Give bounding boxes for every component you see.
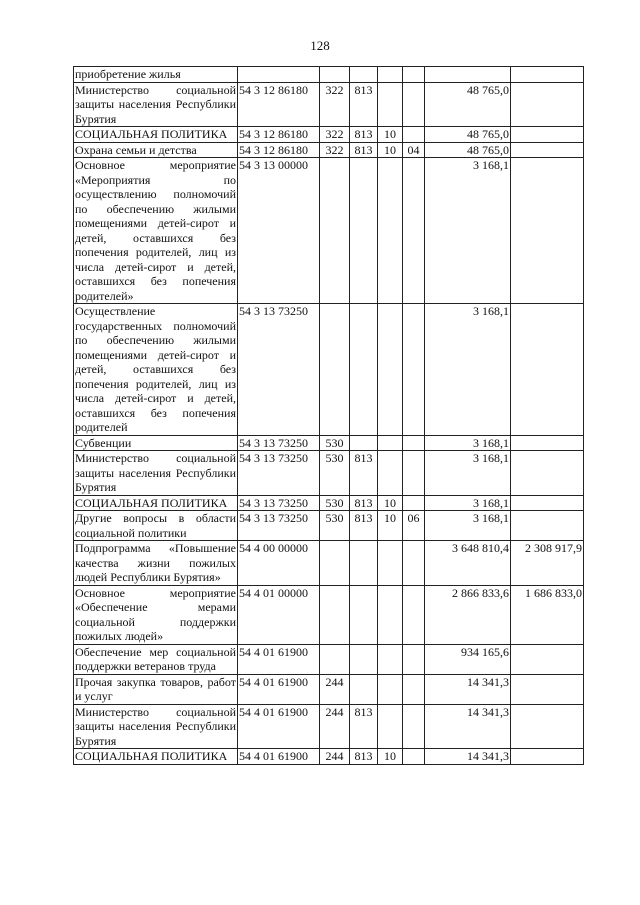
row-grbs: 813: [350, 749, 378, 765]
row-code: 54 3 13 73250: [238, 511, 320, 541]
row-sum2: [511, 158, 584, 304]
row-vr: 244: [320, 674, 350, 704]
row-grbs: 813: [350, 511, 378, 541]
row-code: 54 3 12 86180: [238, 82, 320, 127]
row-grbs: 813: [350, 451, 378, 496]
row-name: Подпрограмма «Повышение качества жизни пожилых людей Республики Бурятия»: [75, 541, 236, 584]
row-pr: 06: [403, 511, 425, 541]
row-sum2: [511, 674, 584, 704]
row-name: Основное мероприятие «Обеспечение мерами социальной поддержки пожилых людей»: [75, 585, 236, 643]
row-code: 54 3 13 73250: [238, 451, 320, 496]
row-sum1: 3 168,1: [425, 511, 511, 541]
row-name: Министерство социальной защиты населения Республики Бурятия: [75, 704, 236, 748]
table-row: [74, 704, 584, 749]
row-name: Министерство социальной защиты населения Республики Бурятия: [75, 82, 236, 126]
row-sum1: 2 866 833,6: [425, 585, 511, 644]
row-sum2: [511, 704, 584, 749]
row-sum1: 3 168,1: [425, 495, 511, 511]
row-pr: [403, 749, 425, 765]
table-row: [74, 585, 584, 644]
table-row: [74, 435, 584, 451]
row-rz: [378, 644, 403, 674]
row-code: 54 4 01 00000: [238, 585, 320, 644]
row-sum1: 934 165,6: [425, 644, 511, 674]
row-rz: 10: [378, 511, 403, 541]
row-code: 54 4 01 61900: [238, 704, 320, 749]
row-grbs: [350, 585, 378, 644]
row-pr: [403, 304, 425, 436]
row-name: СОЦИАЛЬНАЯ ПОЛИТИКА: [74, 127, 238, 143]
row-name: Осуществление государственных полномочий по обеспечению жилыми помещениями детей-сирот и детей, оставшихся без попечения родителей, лиц из числа детей-сирот и детей, оставшихся без попечения родителей: [75, 304, 236, 434]
row-grbs: 813: [350, 142, 378, 158]
row-name: Обеспечение мер социальной поддержки ветеранов труда: [75, 644, 236, 673]
row-pr: [403, 127, 425, 143]
row-code: 54 3 12 86180: [238, 142, 320, 158]
row-sum1: 48 765,0: [425, 142, 511, 158]
row-name: Субвенции: [74, 435, 238, 451]
row-rz: [378, 674, 403, 704]
row-pr: [403, 451, 425, 496]
row-sum1: [425, 67, 511, 83]
row-sum1: 3 168,1: [425, 451, 511, 496]
row-vr: [320, 541, 350, 586]
table-row: [74, 644, 584, 674]
table-row: [74, 127, 584, 143]
row-rz: 10: [378, 495, 403, 511]
row-name: Министерство социальной защиты населения Республики Бурятия: [75, 451, 236, 494]
row-vr: 322: [320, 82, 350, 127]
row-name: СОЦИАЛЬНАЯ ПОЛИТИКА: [74, 749, 238, 765]
row-name: Другие вопросы в области социальной политики: [75, 511, 236, 540]
row-sum2: [511, 495, 584, 511]
row-grbs: [350, 435, 378, 451]
row-pr: [403, 674, 425, 704]
row-sum2: [511, 451, 584, 496]
row-grbs: 813: [350, 495, 378, 511]
row-sum1: 3 168,1: [425, 158, 511, 304]
row-sum2: [511, 142, 584, 158]
row-code: [238, 67, 320, 83]
row-name: Прочая закупка товаров, работ и услуг: [75, 674, 236, 703]
row-code: 54 3 13 73250: [238, 435, 320, 451]
row-grbs: 813: [350, 82, 378, 127]
table-row: [74, 541, 584, 586]
row-pr: [403, 585, 425, 644]
row-grbs: [350, 304, 378, 436]
page-number: 128: [310, 38, 330, 53]
row-pr: [403, 67, 425, 83]
row-code: 54 4 01 61900: [238, 674, 320, 704]
row-sum1: 48 765,0: [425, 127, 511, 143]
row-sum2: 1 686 833,0: [511, 585, 584, 644]
row-sum2: [511, 749, 584, 765]
row-vr: [320, 158, 350, 304]
row-rz: [378, 304, 403, 436]
row-vr: [320, 304, 350, 436]
row-rz: 10: [378, 749, 403, 765]
row-grbs: [350, 67, 378, 83]
row-code: 54 3 13 73250: [238, 304, 320, 436]
table-row: [74, 495, 584, 511]
row-code: 54 3 12 86180: [238, 127, 320, 143]
row-rz: [378, 82, 403, 127]
row-name: Охрана семьи и детства: [74, 142, 238, 158]
row-vr: 244: [320, 704, 350, 749]
row-pr: [403, 435, 425, 451]
table-row: [74, 304, 584, 436]
row-vr: [320, 67, 350, 83]
row-vr: 530: [320, 435, 350, 451]
table-row: [74, 142, 584, 158]
table-row: [74, 158, 584, 304]
row-rz: [378, 67, 403, 83]
row-sum1: 14 341,3: [425, 749, 511, 765]
row-vr: [320, 585, 350, 644]
row-sum1: 14 341,3: [425, 704, 511, 749]
row-grbs: 813: [350, 127, 378, 143]
row-sum1: 14 341,3: [425, 674, 511, 704]
row-sum2: [511, 644, 584, 674]
row-grbs: [350, 541, 378, 586]
row-code: 54 4 01 61900: [238, 644, 320, 674]
row-sum1: 3 168,1: [425, 435, 511, 451]
table-row: [74, 82, 584, 127]
row-grbs: 813: [350, 704, 378, 749]
row-pr: [403, 541, 425, 586]
row-sum2: [511, 435, 584, 451]
row-code: 54 4 01 61900: [238, 749, 320, 765]
row-rz: 10: [378, 127, 403, 143]
row-pr: [403, 82, 425, 127]
row-vr: [320, 644, 350, 674]
row-code: 54 3 13 00000: [238, 158, 320, 304]
row-name: Основное мероприятие «Мероприятия по осуществлению полномочий по обеспечению жилыми помещениями детей-сирот и детей, оставшихся без попечения родителей, лиц из числа детей-сирот и детей, оставшихся без попечения родителей»: [75, 158, 236, 303]
row-sum2: [511, 304, 584, 436]
table-row: [74, 749, 584, 765]
table-row: [74, 451, 584, 496]
row-sum2: [511, 82, 584, 127]
row-sum2: [511, 511, 584, 541]
row-sum2: [511, 67, 584, 83]
row-code: 54 4 00 00000: [238, 541, 320, 586]
row-vr: 244: [320, 749, 350, 765]
row-rz: [378, 704, 403, 749]
budget-table: [73, 66, 584, 765]
row-pr: [403, 158, 425, 304]
row-vr: 322: [320, 142, 350, 158]
row-sum2: [511, 127, 584, 143]
row-pr: [403, 644, 425, 674]
row-grbs: [350, 674, 378, 704]
row-rz: [378, 541, 403, 586]
row-rz: [378, 435, 403, 451]
row-vr: 322: [320, 127, 350, 143]
row-rz: 10: [378, 142, 403, 158]
row-code: 54 3 13 73250: [238, 495, 320, 511]
row-vr: 530: [320, 511, 350, 541]
row-pr: [403, 495, 425, 511]
row-rz: [378, 451, 403, 496]
row-rz: [378, 585, 403, 644]
row-sum1: 3 648 810,4: [425, 541, 511, 586]
row-name: приобретение жилья: [74, 67, 238, 83]
table-row: [74, 67, 584, 83]
row-pr: [403, 704, 425, 749]
row-grbs: [350, 644, 378, 674]
row-vr: 530: [320, 451, 350, 496]
row-vr: 530: [320, 495, 350, 511]
row-sum1: 48 765,0: [425, 82, 511, 127]
row-pr: 04: [403, 142, 425, 158]
table-row: [74, 511, 584, 541]
table-row: [74, 674, 584, 704]
row-rz: [378, 158, 403, 304]
row-sum2: 2 308 917,9: [511, 541, 584, 586]
row-sum1: 3 168,1: [425, 304, 511, 436]
row-name: СОЦИАЛЬНАЯ ПОЛИТИКА: [74, 495, 238, 511]
row-grbs: [350, 158, 378, 304]
